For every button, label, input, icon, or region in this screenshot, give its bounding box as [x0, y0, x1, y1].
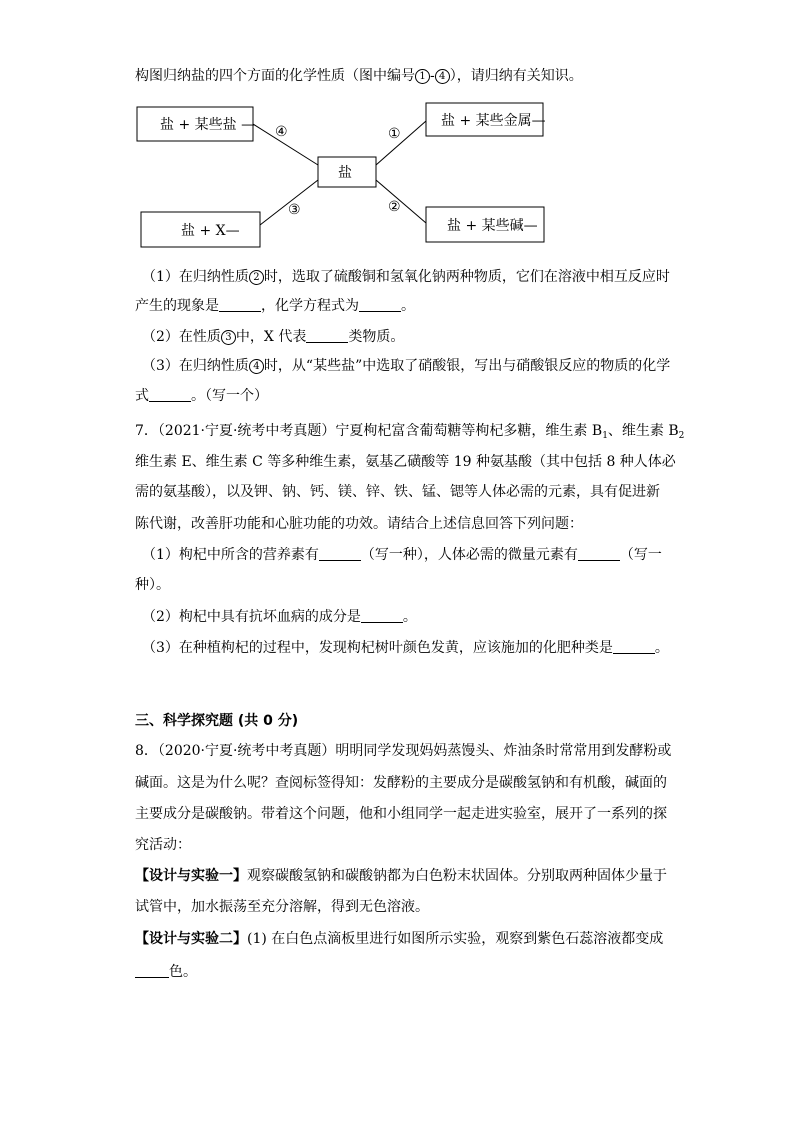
q6-text: 产生的现象是: [135, 298, 219, 314]
experiment-label: 【设计与实验二】: [135, 931, 247, 947]
q7-part1-line2: 种）。: [135, 577, 170, 593]
circled-number: 4: [435, 69, 450, 84]
q7-line2: 维生素 E、维生素 C 等多种维生素，氨基乙磺酸等 19 种氨基酸（其中包括 8 种人体必: [135, 454, 676, 470]
circled-number: 1: [415, 69, 430, 84]
q6-part2: [142, 327, 404, 347]
number-4-label: ④: [275, 124, 288, 140]
q7-text: （1）枸杞中所含的营养素有: [142, 547, 319, 563]
answer-blank[interactable]: [359, 297, 401, 312]
answer-blank[interactable]: [149, 387, 191, 402]
box-top-right-label: 盐 + 某些金属—: [441, 113, 546, 129]
intro-text: 构图归纳盐的四个方面的化学性质（图中编号: [135, 68, 415, 84]
q6-text: 时，选取了硫酸铜和氢氧化钠两种物质，它们在溶液中相互反应时: [263, 269, 670, 285]
answer-blank[interactable]: [613, 639, 655, 654]
q6-part3-line2: [135, 386, 268, 406]
q6-text: （1）在归纳性质: [142, 269, 249, 285]
circled-number: 2: [249, 270, 264, 285]
intro-line: [135, 66, 583, 86]
circled-number: 4: [249, 359, 264, 374]
experiment-label: 【设计与实验一】: [135, 868, 247, 884]
q8-line3: 主要成分是碳酸钠。带着这个问题，他和小组同学一起走进实验室，展开了一系列的探: [135, 806, 667, 822]
center-label: 盐: [338, 165, 352, 181]
q8-text: (1) 在白色点滴板里进行如图所示实验，观察到紫色石蕊溶液都变成: [247, 931, 664, 947]
q6-text: （3）在归纳性质: [142, 358, 249, 374]
number-2-label: ②: [388, 199, 401, 215]
q8-exp2-line1: [135, 929, 663, 949]
q7-line3: 需的氨基酸），以及钾、钠、钙、镁、锌、铁、锰、锶等人体必需的元素，具有促进新: [135, 484, 660, 500]
q7-text: 。: [402, 609, 417, 625]
box-top-left-label: 盐 + 某些盐 —: [160, 117, 256, 133]
q8-text: 观察碳酸氢钠和碳酸钠都为白色粉末状固体。分别取两种固体少量于: [247, 868, 667, 884]
q7-text: （写一: [619, 547, 662, 563]
connector-2: [376, 180, 426, 223]
q7-text: （3）在种植枸杞的过程中，发现枸杞树叶颜色发黄，应该施加的化肥种类是: [142, 640, 613, 656]
q7-text: 。: [654, 640, 669, 656]
q6-text: 中，X 代表: [235, 329, 307, 345]
answer-blank[interactable]: [135, 963, 169, 978]
q7-text: （写一种），人体必需的微量元素有: [360, 547, 578, 563]
answer-blank[interactable]: [319, 546, 361, 561]
q7-line1: [135, 421, 684, 446]
q7-text: 、维生素 B: [607, 423, 679, 439]
number-3-label: ③: [288, 202, 301, 218]
subscript: 1: [602, 431, 608, 441]
q6-text: 。（写一个）: [191, 388, 268, 404]
q8-exp1-line1: [135, 866, 667, 886]
q6-text: ，化学方程式为: [261, 298, 359, 314]
q6-text: （2）在性质: [142, 329, 221, 345]
intro-text: ），请归纳有关知识。: [449, 68, 583, 84]
answer-blank[interactable]: [578, 546, 620, 561]
q7-text: （2）枸杞中具有抗坏血病的成分是: [142, 609, 361, 625]
salt-properties-diagram: [0, 95, 794, 355]
number-1-label: ①: [388, 126, 401, 142]
q7-part1-line1: [142, 545, 662, 565]
answer-blank[interactable]: [361, 608, 403, 623]
range-separator: -: [430, 68, 435, 84]
q7-part2: [142, 607, 417, 627]
q6-part3-line1: [142, 356, 670, 376]
q8-exp2-line2: [135, 962, 197, 982]
answer-blank[interactable]: [219, 297, 261, 312]
q6-part1-line2: [135, 296, 415, 316]
q6-text: 类物质。: [348, 329, 405, 345]
connector-1: [376, 121, 426, 165]
box-bottom-left-label: 盐 + X—: [181, 223, 240, 239]
subscript: 2: [678, 431, 685, 441]
box-bottom-right-label: 盐 + 某些碱—: [447, 218, 538, 234]
q6-part1-line1: [142, 267, 670, 287]
q6-text: 式: [135, 388, 149, 404]
answer-blank[interactable]: [306, 328, 348, 343]
q8-line1: 8．（2020·宁夏·统考中考真题）明明同学发现妈妈蒸馒头、炸油条时常常用到发酵粉或: [135, 743, 672, 759]
q8-exp1-line2: 试管中，加水振荡至充分溶解，得到无色溶液。: [135, 899, 429, 915]
q7-text: 7．（2021·宁夏·统考中考真题）宁夏枸杞富含葡萄糖等枸杞多糖，维生素 B: [135, 423, 603, 439]
circled-number: 3: [221, 330, 236, 345]
section-title: 三、科学探究题 (共 0 分): [135, 713, 299, 729]
q8-text: 色。: [169, 964, 197, 980]
q8-line4: 究活动：: [135, 837, 191, 853]
q6-text: 。: [401, 298, 415, 314]
q7-part3: [142, 638, 669, 658]
q8-line2: 碱面。这是为什么呢？查阅标签得知：发酵粉的主要成分是碳酸氢钠和有机酸，碱面的: [135, 775, 667, 791]
q7-line4: 陈代谢，改善肝功能和心脏功能的功效。请结合上述信息回答下列问题：: [135, 516, 583, 532]
q6-text: 时，从“某些盐”中选取了硝酸银，写出与硝酸银反应的物质的化学: [263, 358, 671, 374]
